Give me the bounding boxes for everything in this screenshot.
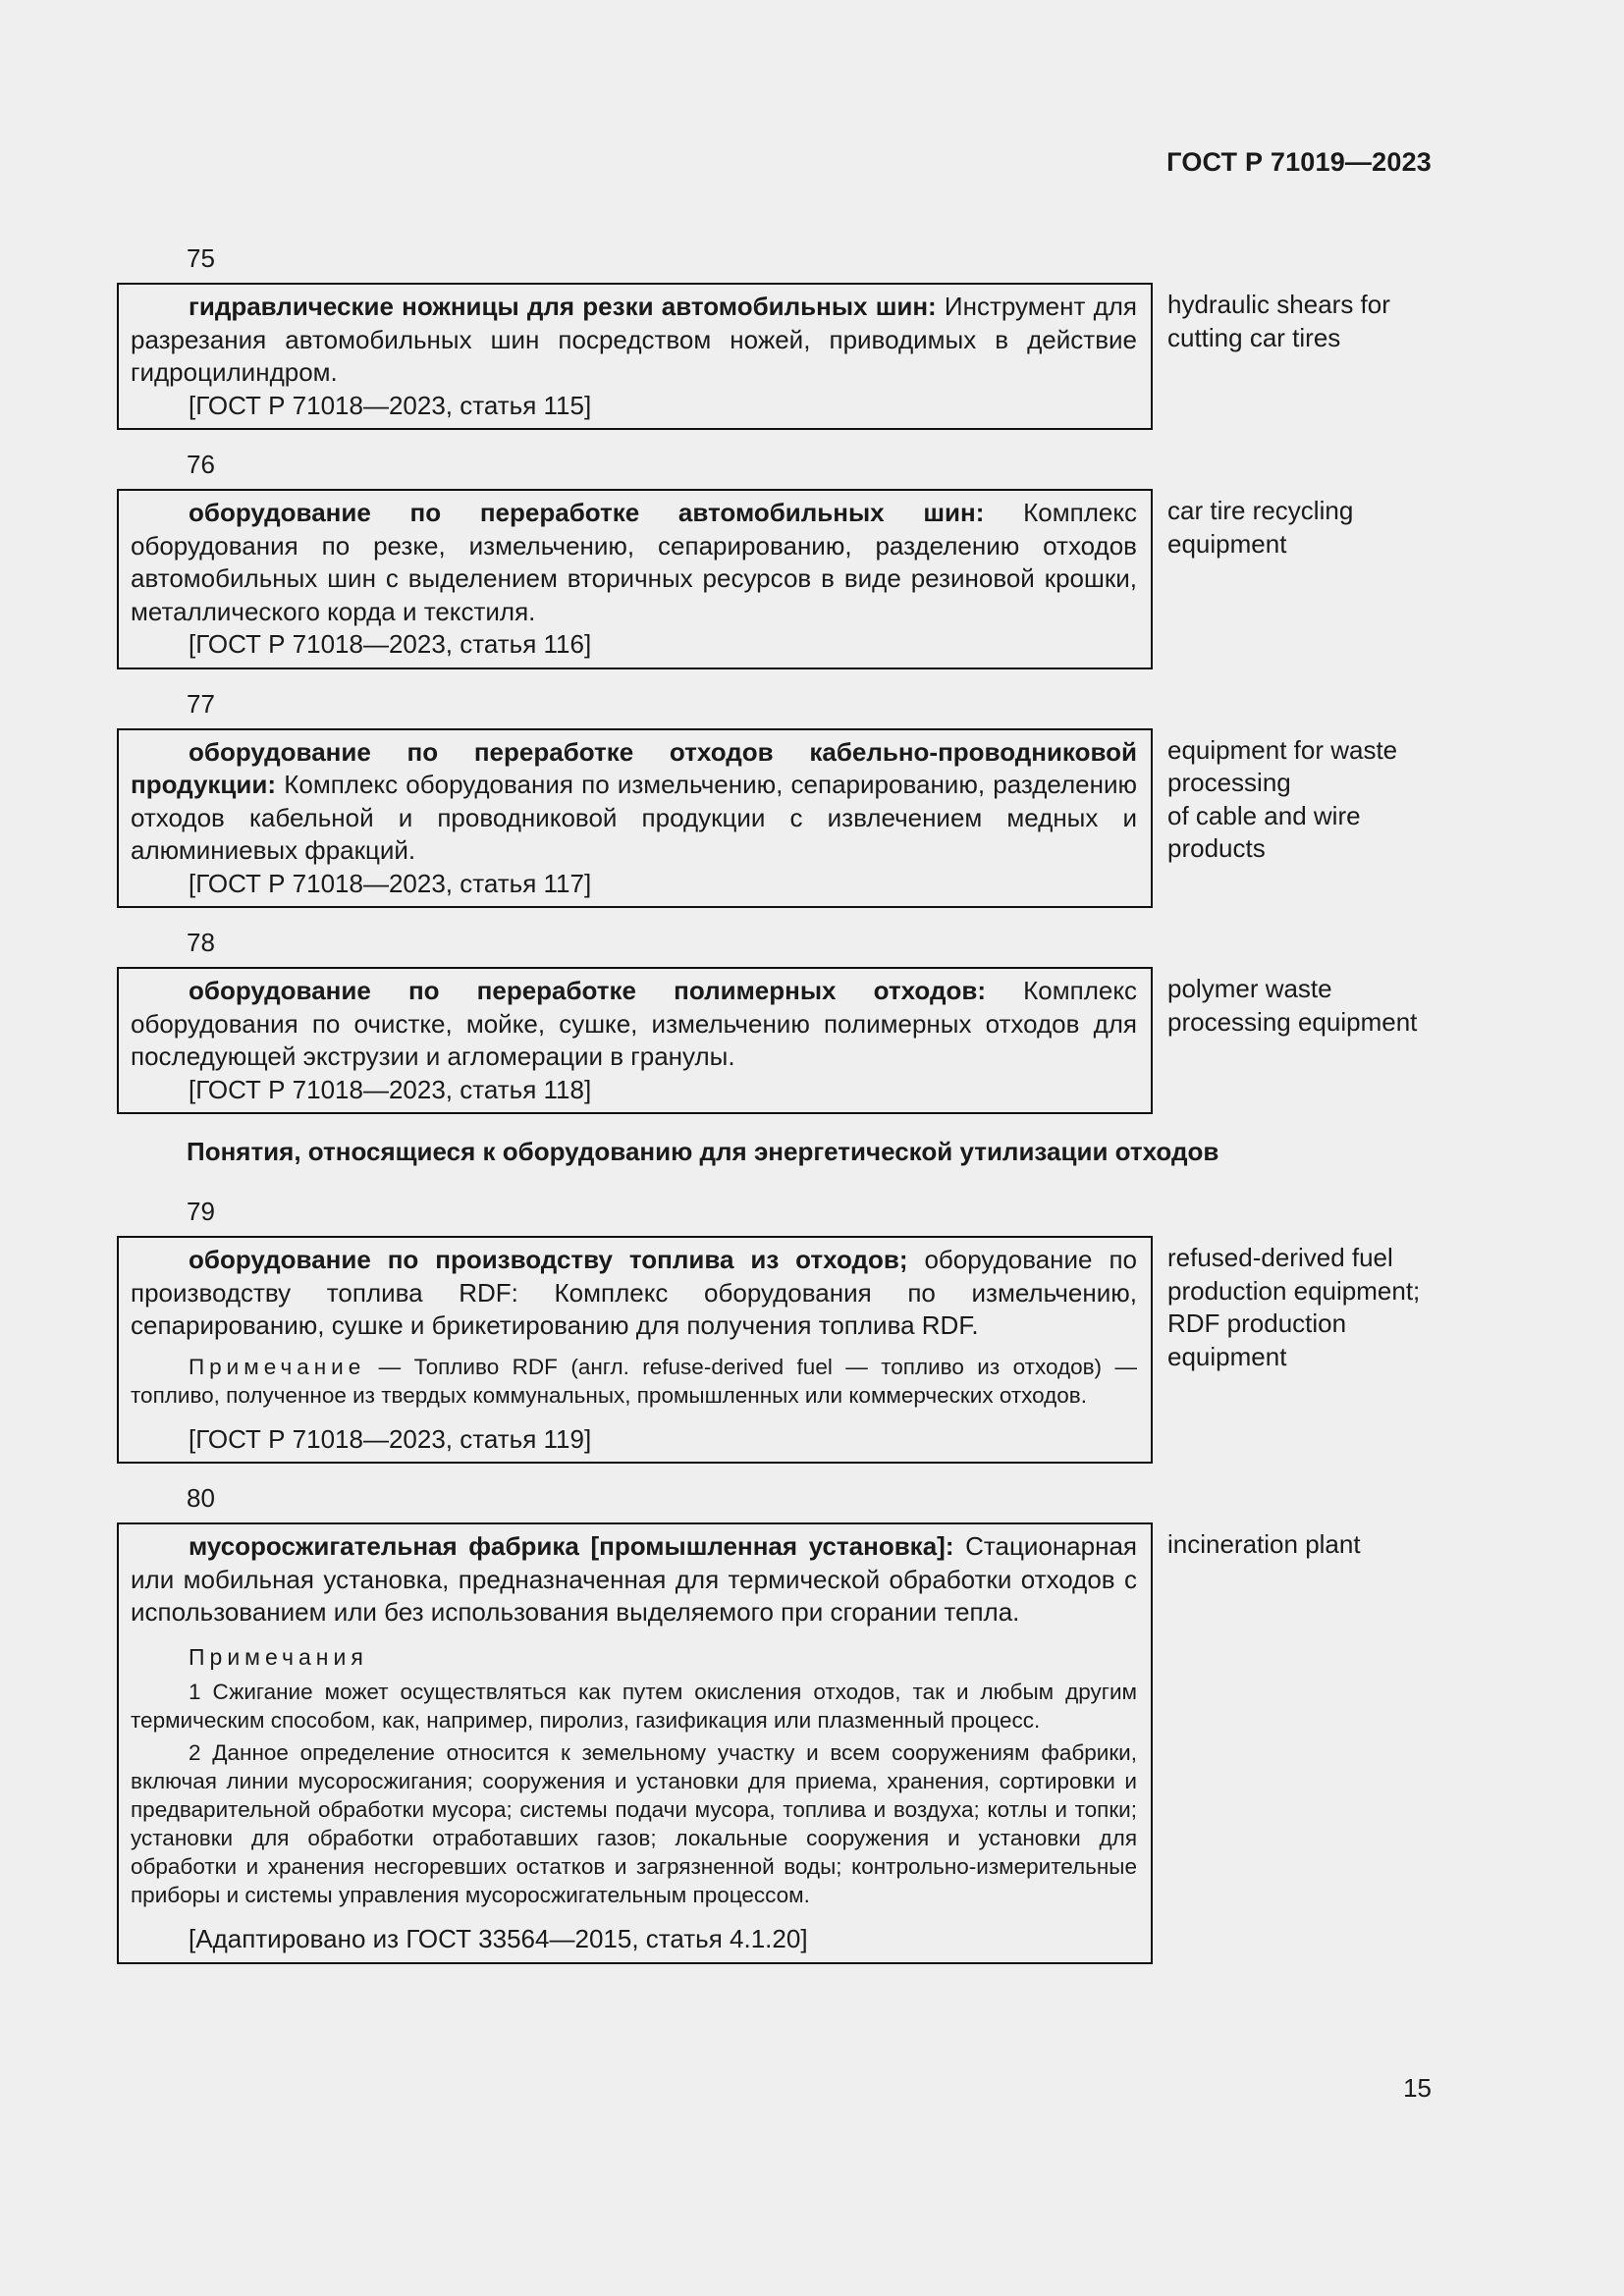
source-reference: [ГОСТ Р 71018—2023, статья 116] bbox=[189, 629, 592, 659]
definition: оборудование по производству топлива RDF: Комплекс оборудования по измельчению, сепарированию, сушке и брикетированию для получения топлива RDF. bbox=[131, 1245, 1137, 1340]
english-equivalent: incineration plant bbox=[1167, 1529, 1361, 1559]
page-number: 15 bbox=[1403, 2073, 1432, 2103]
term-entry bbox=[117, 1236, 1433, 1464]
document-id: ГОСТ Р 71019—2023 bbox=[1166, 147, 1432, 177]
english-equivalent: polymer waste processing equipment bbox=[1167, 974, 1418, 1037]
term-definition-box bbox=[117, 967, 1153, 1114]
source-reference: [ГОСТ Р 71018—2023, статья 115] bbox=[189, 390, 592, 420]
definition: Комплекс оборудования по резке, измельчению, сепарированию, разделению отходов автомобильных шин с выделением вторичных ресурсов в виде резиновой крошки, металлического корда и текстиля. bbox=[131, 498, 1137, 626]
english-equivalent: car tire recycling equipment bbox=[1167, 496, 1354, 559]
note bbox=[131, 1353, 1137, 1410]
term: оборудование по переработке автомобильных шин: bbox=[189, 498, 985, 527]
term-definition-box bbox=[117, 489, 1153, 669]
entry-number: 75 bbox=[187, 243, 215, 273]
definition: Комплекс оборудования по измельчению, сепарированию, разделению отходов кабельной и проводниковой продукции с извлечением медных и алюминиевых фракций. bbox=[131, 770, 1137, 865]
term-definition-box bbox=[117, 1236, 1153, 1464]
term: мусоросжигательная фабрика [промышленная установка]: bbox=[189, 1531, 954, 1561]
term-definition-box bbox=[117, 283, 1153, 430]
term: гидравлические ножницы для резки автомобильных шин: bbox=[189, 292, 937, 321]
term-entry bbox=[117, 489, 1433, 669]
term-entry bbox=[117, 967, 1433, 1114]
terms-content bbox=[117, 241, 1433, 1982]
entry-number: 76 bbox=[187, 450, 215, 479]
english-equivalent: refused-derived fuel production equipment; RDF production equipment bbox=[1167, 1243, 1421, 1371]
definition: Комплекс оборудования по очистке, мойке, сушке, измельчению полимерных отходов для последующей экструзии и агломерации в гранулы. bbox=[131, 976, 1137, 1071]
entry-number: 80 bbox=[187, 1483, 215, 1513]
source-reference: [ГОСТ Р 71018—2023, статья 117] bbox=[189, 868, 592, 898]
term-entry bbox=[117, 1522, 1433, 1964]
definition: Стационарная или мобильная установка, предназначенная для термической обработки отходов с использованием или без использования выделяемого при сгорании тепла. bbox=[131, 1531, 1137, 1627]
term-definition-box bbox=[117, 728, 1153, 909]
english-equivalent: equipment for waste processing of cable and wire products bbox=[1167, 734, 1398, 863]
term-entry bbox=[117, 283, 1433, 430]
notes-label: Примечания bbox=[189, 1643, 368, 1670]
english-equivalent: hydraulic shears for cutting car tires bbox=[1167, 290, 1390, 352]
note-label: Примечание bbox=[189, 1354, 366, 1379]
term-definition-box bbox=[117, 1522, 1153, 1964]
note-text: — Топливо RDF (англ. refuse-derived fuel — топливо из отходов) — топливо, полученное из твердых коммунальных, промышленных или коммерческих отходов. bbox=[131, 1354, 1137, 1408]
source-reference: [Адаптировано из ГОСТ 33564—2015, статья 4.1.20] bbox=[189, 1924, 808, 1953]
entry-number: 79 bbox=[187, 1197, 215, 1226]
source-reference: [ГОСТ Р 71018—2023, статья 119] bbox=[189, 1423, 592, 1454]
term: оборудование по переработке отходов кабельно-проводниковой продукции: bbox=[131, 736, 1137, 799]
definition: Инструмент для разрезания автомобильных шин посредством ножей, приводимых в действие гидроцилиндром. bbox=[131, 292, 1137, 387]
term: оборудование по производству топлива из отходов; bbox=[189, 1245, 908, 1274]
source-reference: [ГОСТ Р 71018—2023, статья 118] bbox=[189, 1074, 592, 1104]
term-entry bbox=[117, 728, 1433, 909]
section-title: Понятия, относящиеся к оборудованию для энергетической утилизации отходов bbox=[187, 1137, 1219, 1166]
note-item: 2 Данное определение относится к земельному участку и всем сооружениям фабрики, включая линии мусоросжигания; сооружения и установки для приема, хранения, сортировки и предварительной обработки мусора; системы подачи мусора, топлива и воздуха; котлы и топки; установки для обработки отработавших газов; локальные сооружения и установки для обработки и хранения несгоревших остатков и загрязненной воды; контрольно-измерительные приборы и системы управления мусоросжигательным процессом. bbox=[131, 1740, 1137, 1907]
entry-number: 77 bbox=[187, 688, 215, 719]
term: оборудование по переработке полимерных отходов: bbox=[189, 976, 986, 1005]
entry-number: 78 bbox=[187, 928, 215, 957]
note-item: 1 Сжигание может осуществляться как путем окисления отходов, так и любым другим термическим способом, как, например, пиролиз, газификация или плазменный процесс. bbox=[131, 1680, 1137, 1733]
